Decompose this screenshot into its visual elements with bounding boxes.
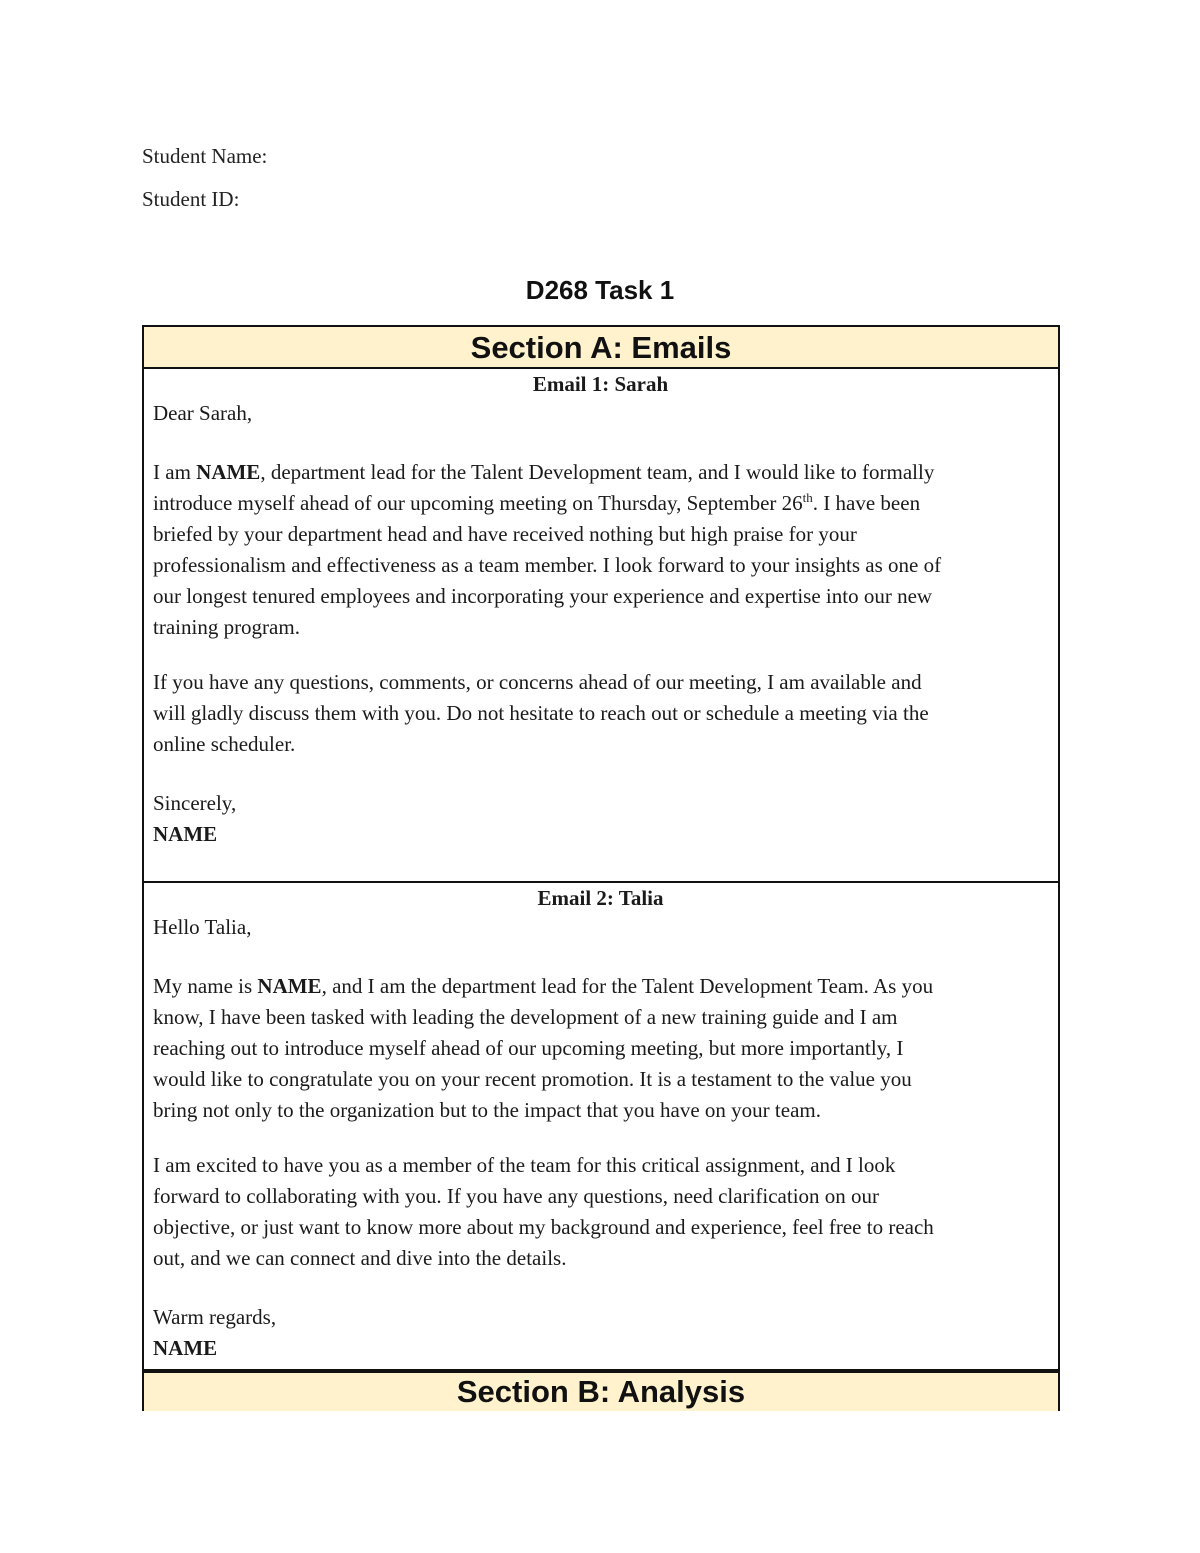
email-1-greeting: Dear Sarah, [153,401,253,425]
paragraph-line: objective, or just want to know more about my background and experience, feel free to reach [153,1215,934,1239]
name-placeholder: NAME [196,460,261,484]
paragraph-line: professionalism and effectiveness as a team member. I look forward to your insights as one of [153,553,942,577]
email-2-cell [142,883,1060,1371]
name-placeholder: NAME [257,974,322,998]
paragraph-line: My name is NAME, and I am the department lead for the Talent Development Team. As you [153,974,934,998]
email-1-cell [142,369,1060,883]
paragraph-line: I am excited to have you as a member of the team for this critical assignment, and I look [153,1153,896,1177]
document-title: D268 Task 1 [525,275,675,305]
paragraph-line: reaching out to introduce myself ahead of our upcoming meeting, but more importantly, I [153,1036,904,1060]
email-2-heading: Email 2: Talia [537,886,664,910]
email-1-paragraph-2 [153,667,1048,760]
paragraph-line: forward to collaborating with you. If you have any questions, need clarification on our [153,1184,880,1208]
student-id-label: Student ID: [142,187,240,211]
section-b-header: Section B: Analysis [142,1371,1060,1411]
paragraph-line: online scheduler. [153,732,296,756]
email-2-greeting: Hello Talia, [153,915,252,939]
paragraph-line: briefed by your department head and have received nothing but high praise for your [153,522,857,546]
paragraph-line: I am NAME, department lead for the Talent Development team, and I would like to formally [153,460,935,484]
paragraph-line: would like to congratulate you on your recent promotion. It is a testament to the value you [153,1067,912,1091]
paragraph-line: bring not only to the organization but to the impact that you have on your team. [153,1098,821,1122]
section-a-header: Section A: Emails [142,325,1060,369]
email-2-signature: NAME [153,1336,218,1360]
paragraph-line: our longest tenured employees and incorporating your experience and expertise into our new [153,584,933,608]
paragraph-line: out, and we can connect and dive into the details. [153,1246,567,1270]
student-name-label: Student Name: [142,144,268,168]
email-2-paragraph-2 [153,1150,1048,1274]
task-table [142,325,1060,1409]
email-1-signature: NAME [153,822,218,846]
email-1-paragraph-1 [153,457,1048,643]
paragraph-line: training program. [153,615,300,639]
email-1-closing: Sincerely, [153,791,237,815]
ordinal-suffix: th [802,490,813,505]
email-1-heading: Email 1: Sarah [532,372,669,396]
paragraph-line: know, I have been tasked with leading the development of a new training guide and I am [153,1005,898,1029]
paragraph-line: will gladly discuss them with you. Do not hesitate to reach out or schedule a meeting via the [153,701,929,725]
paragraph-line: introduce myself ahead of our upcoming meeting on Thursday, September 26th. I have been [153,490,921,515]
paragraph-line: If you have any questions, comments, or concerns ahead of our meeting, I am available and [153,670,922,694]
email-2-closing: Warm regards, [153,1305,277,1329]
email-2-paragraph-1 [153,971,1048,1126]
